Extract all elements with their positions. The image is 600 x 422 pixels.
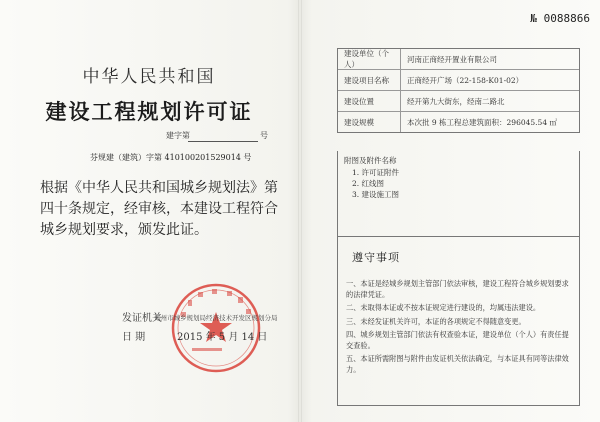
info-label: 建设单位（个人） [338,49,401,69]
note-item: 三、未经发证机关许可，本证的各项规定不得随意变更。 [346,316,526,326]
note-item: 一、本证是经城乡规划主管部门依法审核，建设工程符合城乡规划要求的法律凭证。 [346,279,569,299]
date-label: 日 期 [122,332,146,343]
attachments-box [337,151,580,237]
cert-number: 芬规建（建筑）字第 410100201529014 号 [90,153,252,162]
title-permit: 建设工程规划许可证 [45,99,253,124]
notes-title: 遵守事项 [352,251,400,264]
info-value: 经开第九大街东，经南二路北 [407,96,505,106]
attachment-item: 1. 许可证附件 [352,168,400,177]
issue-date [122,328,267,343]
project-info-table [337,48,580,133]
document-number [530,12,590,25]
left-page [4,6,294,416]
title-country: 中华人民共和国 [82,67,216,87]
note-item: 五、本证所需附图与附件由发证机关依法确定，与本证具有同等法律效力。 [346,354,569,374]
info-value: 本次批 9 栋工程总建筑面积：296045.54 ㎡ [407,117,557,127]
attachments-title: 附图及附件名称 [344,156,397,165]
info-row [338,112,579,132]
serial-rule [188,141,258,142]
number-value: 0088866 [543,12,590,25]
info-label: 建设位置 [338,91,401,111]
serial-suffix: 号 [260,131,268,140]
info-label: 建设项目名称 [338,70,401,90]
info-value: 正商经开广场（22-158-K01-02） [407,75,524,85]
notes-box [337,236,580,406]
right-page [306,6,596,416]
info-row [338,49,579,70]
note-item: 四、城乡规划主管部门依法有权查验本证，建设单位（个人）有责任提交查验。 [346,330,569,350]
info-row [338,70,579,91]
issuer-name: 郑州市城乡规划局经济技术开发区规划分局 [154,314,278,322]
notes-list [346,279,574,378]
note-item: 二、未取得本证或不按本证规定进行建设的，均属违法建设。 [346,303,541,312]
attachment-item: 2. 红线图 [352,179,385,188]
info-row [338,91,579,112]
issuer-label: 发证机关 [122,313,162,324]
serial-prefix: 建字第 [166,131,190,140]
attachments-list [352,167,399,200]
page-fold [298,0,302,422]
permit-body-text: 根据《中华人民共和国城乡规划法》第四十条规定，经审核，本建设工程符合城乡规划要求，颁发此证。 [40,180,278,238]
info-label: 建设规模 [338,112,401,132]
info-value: 河南正商经开置业有限公司 [407,54,497,64]
attachment-item: 3. 建设施工图 [352,190,400,199]
date-value: 2015 年 5 月 14 日 [176,332,268,343]
number-label: № [530,12,538,25]
